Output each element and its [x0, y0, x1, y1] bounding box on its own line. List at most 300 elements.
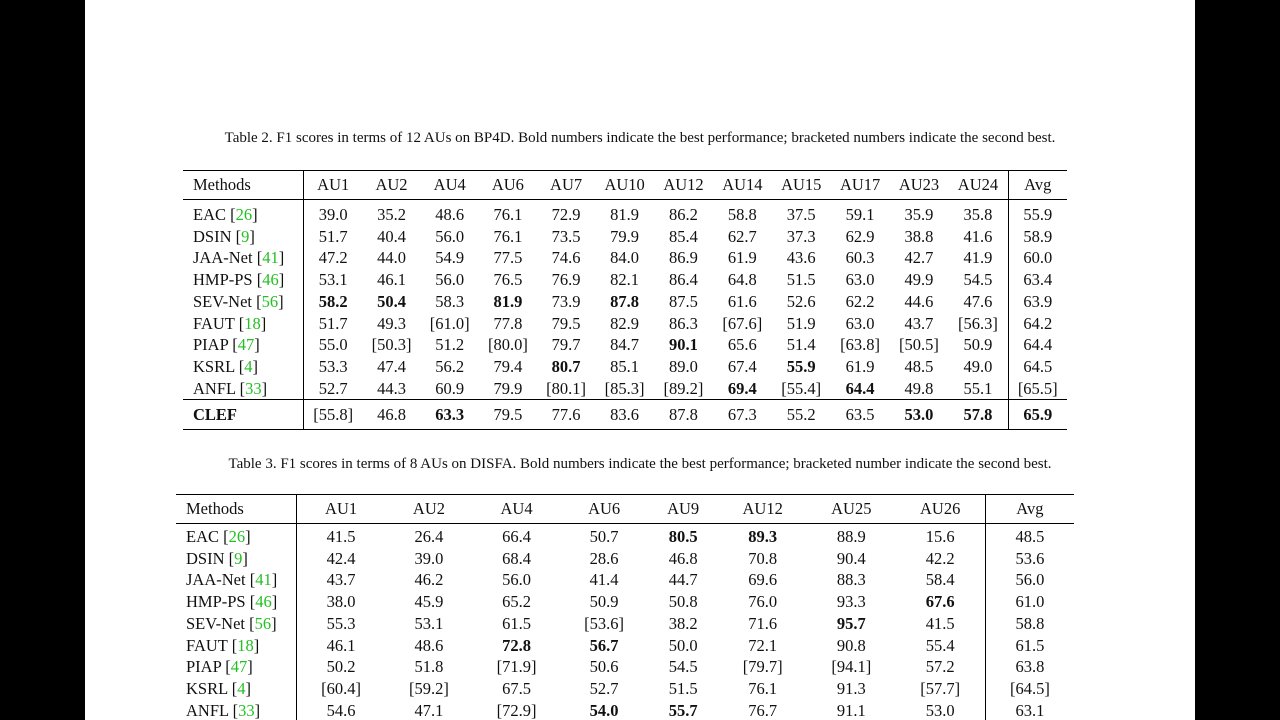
- table2-row: [183, 356, 1067, 378]
- score-cell: 50.4: [377, 291, 406, 311]
- score-cell: 61.9: [727, 248, 757, 268]
- score-cell: [53.6]: [584, 613, 625, 633]
- score-cell: 57.8: [948, 400, 1008, 430]
- method-name-cell: [183, 400, 304, 430]
- score-cell: 58.8: [727, 205, 757, 224]
- score-cell: 54.5: [963, 270, 993, 290]
- score-cell: 41.5: [925, 613, 955, 633]
- score-cell: 61.5: [502, 613, 531, 633]
- score-cell: 72.9: [551, 205, 581, 224]
- score-cell: 53.0: [890, 400, 949, 430]
- score-cell: 48.5: [904, 356, 934, 376]
- score-cell: 35.8: [963, 205, 993, 224]
- score-cell: 69.6: [748, 570, 778, 590]
- score-cell: 67.5: [502, 678, 531, 698]
- score-cell: [80.1]: [546, 378, 587, 398]
- score-cell: 66.4: [502, 527, 531, 546]
- table3-header-row: [176, 495, 1074, 524]
- citation-link: 26: [228, 527, 246, 546]
- score-cell: 45.9: [414, 592, 444, 612]
- score-cell: 67.6: [925, 592, 955, 612]
- table3-row: [176, 678, 1074, 700]
- score-cell: 80.7: [551, 356, 581, 376]
- method-name: KSRL: [193, 356, 235, 376]
- table3-header-avg: Avg: [985, 495, 1074, 524]
- score-cell: [64.5]: [985, 678, 1074, 700]
- table3-row: [176, 635, 1074, 657]
- score-cell: 58.2: [318, 291, 348, 311]
- citation-link: 41: [262, 248, 279, 268]
- score-cell: 46.1: [326, 635, 356, 655]
- table2-header-au15: AU15: [772, 171, 831, 200]
- table2-ours-row: [183, 400, 1067, 430]
- method-name-cell: JAA-Net [41]: [183, 247, 304, 269]
- score-cell: 56.0: [435, 270, 465, 290]
- score-cell: 76.1: [493, 226, 523, 246]
- method-name: CLEF: [193, 404, 238, 424]
- score-cell: 76.0: [748, 592, 778, 612]
- score-cell: 28.6: [589, 548, 619, 568]
- score-cell: 44.6: [904, 291, 934, 311]
- score-cell: 52.6: [786, 291, 816, 311]
- method-name: FAUT: [186, 635, 228, 655]
- method-name-cell: PIAP [47]: [183, 334, 304, 356]
- score-cell: 91.1: [836, 700, 866, 720]
- score-cell: 64.8: [727, 270, 757, 290]
- score-cell: [50.3]: [371, 335, 412, 355]
- score-cell: 67.3: [713, 400, 772, 430]
- score-cell: 62.2: [845, 291, 875, 311]
- score-cell: 56.7: [589, 635, 619, 655]
- score-cell: 62.9: [845, 226, 875, 246]
- score-cell: 88.3: [836, 570, 866, 590]
- table2-row: [183, 200, 1067, 226]
- score-cell: 56.0: [435, 226, 465, 246]
- table2-caption: Table 2. F1 scores in terms of 12 AUs on BP4D. Bold numbers indicate the best performance; bracketed numbers indicate the second best.: [224, 130, 1056, 146]
- score-cell: 88.9: [836, 527, 866, 546]
- score-cell: 51.7: [318, 313, 348, 333]
- score-cell: 67.4: [727, 356, 757, 376]
- score-cell: 79.4: [493, 356, 523, 376]
- score-cell: 77.8: [493, 313, 523, 333]
- score-cell: 73.9: [551, 291, 581, 311]
- score-cell: 43.6: [786, 248, 816, 268]
- score-cell: 76.9: [551, 270, 581, 290]
- paper-page: [85, 0, 1195, 720]
- method-name-cell: PIAP [47]: [176, 656, 297, 678]
- citation-link: 9: [241, 226, 250, 246]
- method-name-cell: DSIN [9]: [176, 548, 297, 570]
- table3-row: [176, 700, 1074, 720]
- table2-row: [183, 378, 1067, 400]
- citation-link: 33: [238, 700, 255, 720]
- score-cell: 51.7: [318, 226, 348, 246]
- score-cell: 52.7: [318, 378, 348, 398]
- table3-header-au12: AU12: [718, 495, 807, 524]
- score-cell: 51.5: [786, 270, 816, 290]
- method-name: EAC: [186, 527, 219, 546]
- score-cell: [80.0]: [487, 335, 528, 355]
- score-cell: 65.6: [727, 335, 757, 355]
- table2-header-methods: Methods: [183, 171, 304, 200]
- score-cell: [72.9]: [496, 700, 537, 720]
- score-cell: 61.9: [845, 356, 875, 376]
- method-name-cell: EAC [26]: [183, 200, 304, 226]
- score-cell: 85.4: [669, 226, 698, 246]
- table2-header-au1: AU1: [304, 171, 363, 200]
- score-cell: 79.5: [551, 313, 581, 333]
- score-cell: 60.0: [1008, 247, 1067, 269]
- score-cell: 44.7: [668, 570, 698, 590]
- method-name-cell: HMP-PS [46]: [176, 591, 297, 613]
- score-cell: 38.2: [668, 613, 698, 633]
- score-cell: 83.6: [595, 400, 654, 430]
- table2: [183, 170, 1067, 430]
- score-cell: 87.8: [654, 400, 713, 430]
- table2-header-au17: AU17: [831, 171, 890, 200]
- score-cell: 52.7: [589, 678, 619, 698]
- table2-header-au10: AU10: [595, 171, 654, 200]
- score-cell: 46.8: [668, 548, 698, 568]
- score-cell: 74.6: [551, 248, 581, 268]
- score-cell: 46.1: [377, 270, 406, 290]
- score-cell: 60.3: [845, 248, 875, 268]
- table2-header-row: [183, 171, 1067, 200]
- score-cell: 55.2: [772, 400, 831, 430]
- score-cell: 58.8: [985, 613, 1074, 635]
- score-cell: 79.7: [551, 335, 581, 355]
- table3-row: [176, 569, 1074, 591]
- score-cell: 55.7: [668, 700, 698, 720]
- score-cell: 76.5: [493, 270, 523, 290]
- method-name-cell: SEV-Net [56]: [176, 613, 297, 635]
- score-cell: 73.5: [551, 226, 581, 246]
- score-cell: 80.5: [668, 527, 698, 546]
- method-name-cell: ANFL [33]: [183, 378, 304, 400]
- score-cell: [61.0]: [429, 313, 470, 333]
- score-cell: 55.4: [925, 635, 955, 655]
- score-cell: 90.1: [669, 335, 698, 355]
- method-name: ANFL: [193, 378, 236, 398]
- method-name: PIAP: [186, 657, 222, 677]
- score-cell: [57.7]: [920, 678, 961, 698]
- citation-link: 56: [254, 613, 272, 633]
- score-cell: 87.5: [669, 291, 698, 311]
- method-name-cell: HMP-PS [46]: [183, 269, 304, 291]
- score-cell: 61.0: [985, 591, 1074, 613]
- score-cell: 56.0: [985, 569, 1074, 591]
- score-cell: 35.2: [377, 205, 406, 224]
- score-cell: [71.9]: [496, 657, 537, 677]
- score-cell: 81.9: [493, 291, 523, 311]
- score-cell: 61.6: [727, 291, 757, 311]
- method-name-cell: DSIN [9]: [183, 226, 304, 248]
- score-cell: 63.0: [845, 270, 875, 290]
- score-cell: 58.4: [925, 570, 955, 590]
- score-cell: 79.9: [610, 226, 640, 246]
- score-cell: 51.4: [786, 335, 816, 355]
- citation-link: 26: [235, 205, 253, 224]
- score-cell: 53.0: [925, 700, 955, 720]
- score-cell: 53.3: [318, 356, 348, 376]
- score-cell: 89.3: [748, 527, 778, 546]
- score-cell: 91.3: [836, 678, 866, 698]
- score-cell: 48.6: [414, 635, 444, 655]
- score-cell: 64.4: [845, 378, 875, 398]
- score-cell: 55.9: [786, 356, 816, 376]
- score-cell: 56.2: [435, 356, 465, 376]
- score-cell: 37.5: [786, 205, 816, 224]
- score-cell: 41.5: [326, 527, 356, 546]
- table2-header-au23: AU23: [890, 171, 949, 200]
- score-cell: [85.3]: [604, 378, 645, 398]
- score-cell: 87.8: [610, 291, 640, 311]
- score-cell: 51.2: [435, 335, 465, 355]
- table2-header-avg: Avg: [1008, 171, 1067, 200]
- score-cell: 50.8: [668, 592, 698, 612]
- citation-link: 47: [230, 657, 248, 677]
- score-cell: [55.8]: [304, 400, 363, 430]
- score-cell: 63.4: [1008, 269, 1067, 291]
- citation-link: 18: [244, 313, 261, 333]
- score-cell: 72.8: [502, 635, 531, 655]
- score-cell: 37.3: [786, 226, 816, 246]
- score-cell: 39.0: [318, 205, 348, 224]
- score-cell: 61.5: [985, 635, 1074, 657]
- score-cell: 50.9: [963, 335, 993, 355]
- score-cell: 54.9: [435, 248, 465, 268]
- score-cell: [65.5]: [1008, 378, 1067, 400]
- score-cell: 72.1: [748, 635, 778, 655]
- table2-row: [183, 247, 1067, 269]
- method-name-cell: SEV-Net [56]: [183, 291, 304, 313]
- score-cell: 49.0: [963, 356, 993, 376]
- citation-link: 46: [262, 270, 279, 290]
- score-cell: 84.0: [610, 248, 640, 268]
- table2-header-au6: AU6: [479, 171, 537, 200]
- score-cell: 55.1: [963, 378, 993, 398]
- score-cell: 41.6: [963, 226, 993, 246]
- score-cell: 89.0: [669, 356, 698, 376]
- score-cell: 50.7: [589, 527, 619, 546]
- score-cell: 93.3: [836, 592, 866, 612]
- method-name: SEV-Net: [186, 613, 245, 633]
- score-cell: 47.6: [963, 291, 993, 311]
- score-cell: 77.5: [493, 248, 523, 268]
- citation-link: 41: [255, 570, 272, 590]
- citation-link: 56: [261, 291, 279, 311]
- method-name: FAUT: [193, 313, 235, 333]
- score-cell: 49.9: [904, 270, 934, 290]
- score-cell: 46.8: [362, 400, 420, 430]
- score-cell: 63.5: [831, 400, 890, 430]
- score-cell: [94.1]: [831, 657, 872, 677]
- table3-row: [176, 548, 1074, 570]
- method-name: JAA-Net: [186, 570, 246, 590]
- score-cell: 69.4: [727, 378, 757, 398]
- method-name-cell: EAC [26]: [176, 524, 297, 548]
- method-name-cell: FAUT [18]: [183, 313, 304, 335]
- score-cell: [59.2]: [409, 678, 449, 698]
- citation-link: 9: [234, 548, 243, 568]
- table2-header-au24: AU24: [948, 171, 1008, 200]
- score-cell: 53.1: [318, 270, 348, 290]
- score-cell: 35.9: [904, 205, 934, 224]
- score-cell: 86.2: [669, 205, 698, 224]
- table2-header-au4: AU4: [421, 171, 479, 200]
- score-cell: 49.8: [904, 378, 934, 398]
- score-cell: 64.5: [1008, 356, 1067, 378]
- score-cell: 85.1: [610, 356, 640, 376]
- table2-header-au2: AU2: [362, 171, 420, 200]
- citation-link: 46: [255, 592, 272, 612]
- table2-header-au14: AU14: [713, 171, 772, 200]
- score-cell: 53.1: [414, 613, 444, 633]
- score-cell: 42.2: [925, 548, 955, 568]
- score-cell: 51.5: [668, 678, 698, 698]
- score-cell: 76.1: [748, 678, 778, 698]
- score-cell: 41.9: [963, 248, 993, 268]
- score-cell: 71.6: [748, 613, 778, 633]
- method-name-cell: KSRL [4]: [176, 678, 297, 700]
- citation-link: 4: [237, 678, 246, 698]
- score-cell: 81.9: [610, 205, 640, 224]
- score-cell: [63.8]: [840, 335, 881, 355]
- score-cell: 62.7: [727, 226, 757, 246]
- method-name: HMP-PS: [193, 270, 253, 290]
- score-cell: [89.2]: [663, 378, 704, 398]
- table2-header-au12: AU12: [654, 171, 713, 200]
- score-cell: 90.4: [836, 548, 866, 568]
- score-cell: 65.9: [1008, 400, 1067, 430]
- score-cell: 79.5: [479, 400, 537, 430]
- score-cell: 60.9: [435, 378, 465, 398]
- table2-row: [183, 291, 1067, 313]
- table3-header-au4: AU4: [473, 495, 561, 524]
- table3-caption: Table 3. F1 scores in terms of 8 AUs on DISFA. Bold numbers indicate the best performance; bracketed number indicate the second best.: [228, 456, 1052, 472]
- score-cell: 47.1: [414, 700, 444, 720]
- score-cell: 76.1: [493, 205, 523, 224]
- score-cell: 86.3: [669, 313, 698, 333]
- table3-header-methods: Methods: [176, 495, 297, 524]
- score-cell: 43.7: [904, 313, 934, 333]
- method-name-cell: ANFL [33]: [176, 700, 297, 720]
- score-cell: 50.0: [668, 635, 698, 655]
- score-cell: 56.0: [502, 570, 531, 590]
- citation-link: 47: [237, 335, 255, 355]
- method-name: SEV-Net: [193, 291, 252, 311]
- score-cell: 63.0: [845, 313, 875, 333]
- score-cell: 95.7: [836, 613, 866, 633]
- table3-row: [176, 591, 1074, 613]
- score-cell: 58.3: [435, 291, 465, 311]
- score-cell: 51.9: [786, 313, 816, 333]
- table3: [176, 494, 1074, 720]
- score-cell: 15.6: [925, 527, 955, 546]
- method-name-cell: JAA-Net [41]: [176, 569, 297, 591]
- score-cell: 57.2: [925, 657, 955, 677]
- score-cell: 47.4: [377, 356, 406, 376]
- score-cell: 26.4: [414, 527, 444, 546]
- method-name: DSIN: [193, 226, 232, 246]
- table3-row: [176, 656, 1074, 678]
- score-cell: 39.0: [414, 548, 444, 568]
- table2-header-au7: AU7: [537, 171, 595, 200]
- table3-header-au25: AU25: [807, 495, 896, 524]
- method-name-cell: KSRL [4]: [183, 356, 304, 378]
- table3-header-au9: AU9: [648, 495, 718, 524]
- score-cell: 48.6: [435, 205, 465, 224]
- score-cell: 50.9: [589, 592, 619, 612]
- table3-row: [176, 524, 1074, 548]
- score-cell: 38.8: [904, 226, 934, 246]
- score-cell: 43.7: [326, 570, 356, 590]
- score-cell: 55.0: [318, 335, 348, 355]
- table3-header-au2: AU2: [385, 495, 473, 524]
- citation-link: 18: [237, 635, 254, 655]
- method-name-cell: FAUT [18]: [176, 635, 297, 657]
- score-cell: 54.5: [668, 657, 698, 677]
- table3-header-au26: AU26: [896, 495, 986, 524]
- score-cell: 63.9: [1008, 291, 1067, 313]
- score-cell: 51.8: [414, 657, 444, 677]
- table2-row: [183, 313, 1067, 335]
- table2-row: [183, 269, 1067, 291]
- score-cell: 50.2: [326, 657, 356, 677]
- score-cell: 48.5: [985, 524, 1074, 548]
- score-cell: 63.1: [985, 700, 1074, 720]
- score-cell: [55.4]: [781, 378, 822, 398]
- method-name: DSIN: [186, 548, 225, 568]
- score-cell: 49.3: [377, 313, 406, 333]
- table3-header-au1: AU1: [297, 495, 386, 524]
- table3-header-au6: AU6: [560, 495, 648, 524]
- score-cell: [60.4]: [321, 678, 362, 698]
- score-cell: 55.3: [326, 613, 356, 633]
- score-cell: 58.9: [1008, 226, 1067, 248]
- score-cell: 44.0: [377, 248, 406, 268]
- score-cell: 44.3: [377, 378, 406, 398]
- method-name: KSRL: [186, 678, 228, 698]
- score-cell: 82.9: [610, 313, 640, 333]
- score-cell: 53.6: [985, 548, 1074, 570]
- score-cell: 42.4: [326, 548, 356, 568]
- score-cell: 76.7: [748, 700, 778, 720]
- score-cell: 54.6: [326, 700, 356, 720]
- method-name: HMP-PS: [186, 592, 246, 612]
- method-name: EAC: [193, 205, 226, 224]
- table3-row: [176, 613, 1074, 635]
- score-cell: 59.1: [845, 205, 875, 224]
- score-cell: 68.4: [502, 548, 531, 568]
- method-name: JAA-Net: [193, 248, 253, 268]
- score-cell: 40.4: [377, 226, 406, 246]
- score-cell: [50.5]: [899, 335, 939, 355]
- score-cell: 64.2: [1008, 313, 1067, 335]
- score-cell: 90.8: [836, 635, 866, 655]
- method-name: ANFL: [186, 700, 229, 720]
- score-cell: 46.2: [414, 570, 444, 590]
- score-cell: 42.7: [904, 248, 934, 268]
- citation-link: 4: [244, 356, 253, 376]
- score-cell: 50.6: [589, 657, 619, 677]
- score-cell: 63.3: [421, 400, 479, 430]
- score-cell: 79.9: [493, 378, 523, 398]
- score-cell: 86.9: [669, 248, 698, 268]
- score-cell: 65.2: [502, 592, 531, 612]
- score-cell: 38.0: [326, 592, 356, 612]
- table2-row: [183, 334, 1067, 356]
